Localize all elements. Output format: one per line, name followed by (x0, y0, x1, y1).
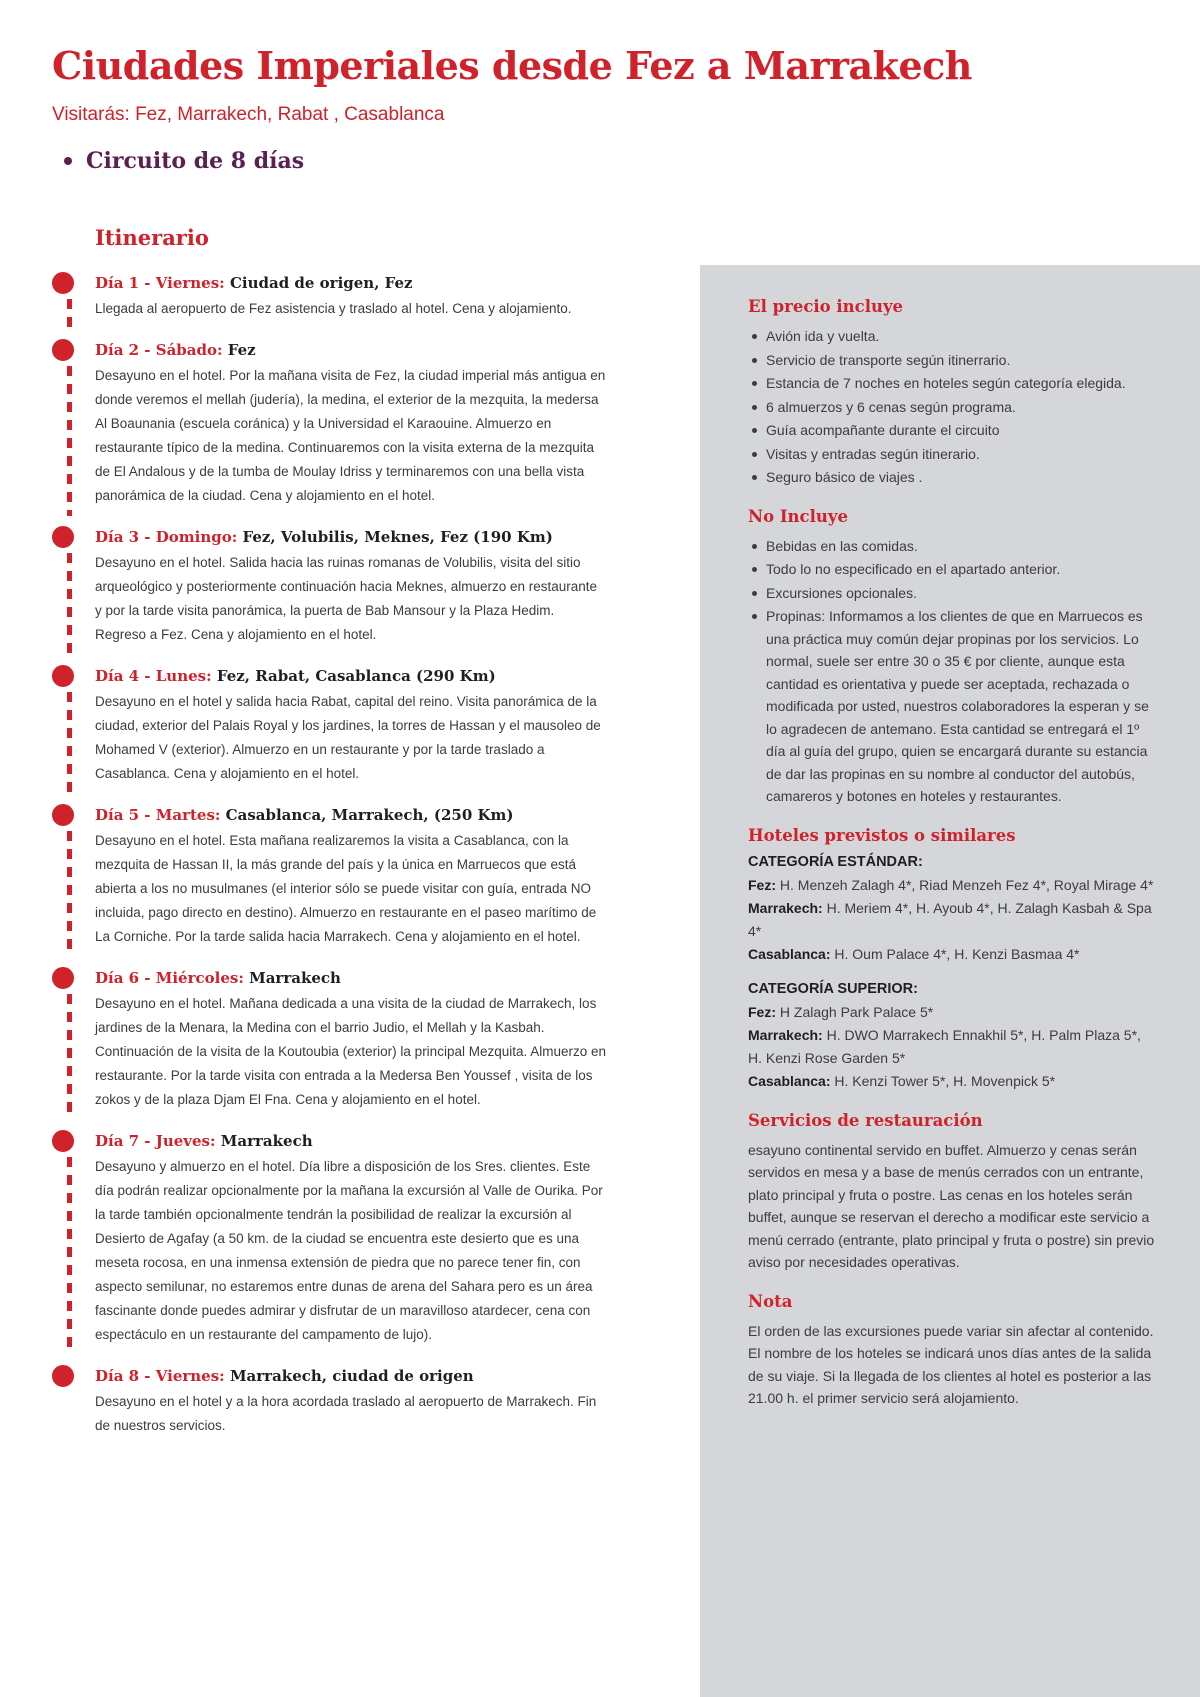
day-label: Día 4 - Lunes: (95, 667, 212, 685)
timeline-marker (52, 339, 95, 520)
hotel-city: Marrakech: (748, 899, 823, 916)
day-description: Desayuno en el hotel. Por la mañana visita de Fez, la ciudad imperial más antigua en donde veremos el mellah (judería), la medina, el exterior de la mezquita, la medersa Al Boaunania (escuela coránica) y la Universidad el Karaouine. Almuerzo en restaurante típico de la medina. Continuaremos con la visita externa de la mezquita de El Andalous y de la tumba de Moulay Idriss y terminaremos con una bella vista panorámica de la ciudad. Cena y alojamiento en el hotel. (95, 368, 606, 503)
day-description: Desayuno en el hotel. Salida hacia las ruinas romanas de Volubilis, visita del sitio arqueológico y posteriormente continuación hacia Meknes, almuerzo en restaurante y por la tarde visita panorámica, la puerta de Bab Mansour y la Plaza Hedim. Regreso a Fez. Cena y alojamiento en el hotel. (95, 555, 598, 642)
timeline-marker (52, 1130, 95, 1359)
day-label: Día 6 - Miércoles: (95, 969, 244, 987)
timeline-dash-line (67, 994, 72, 1120)
day-title: Marrakech (220, 1132, 313, 1150)
day-content (95, 665, 662, 798)
hotel-city: Casablanca: (748, 1072, 831, 1089)
day-description: Llegada al aeropuerto de Fez asistencia y traslado al hotel. Cena y alojamiento. (95, 301, 572, 316)
timeline-marker (52, 272, 95, 333)
hotel-names: H. Menzeh Zalagh 4*, Riad Menzeh Fez 4*, Royal Mirage 4* (779, 876, 1154, 893)
timeline-marker (52, 967, 95, 1124)
day-ring-icon (52, 339, 74, 361)
day-ring-icon (52, 967, 74, 989)
hotel-city: Fez: (748, 1003, 776, 1020)
day-description: Desayuno en el hotel y salida hacia Rabat, capital del reino. Visita panorámica de la ciudad, exterior del Palais Royal y los jardines, la torres de Hassan y el mausoleo de Mohamed V (exterior). Almuerzo en un restaurante y por la tarde traslado a Casablanca. Cena y alojamiento en el hotel. (95, 694, 601, 781)
day-content (95, 1365, 662, 1450)
day-ring-icon (52, 272, 74, 294)
hotel-city: Marrakech: (748, 1026, 823, 1043)
day-description: Desayuno en el hotel. Esta mañana realizaremos la visita a Casablanca, con la mezquita de Hassan II, la más grande del país y la única en Marruecos que está abierta a los no musulmanes (el interior sólo se puede visitar con guía, entrada NO incluida, pago directo en destino). Almuerzo en restaurante en el paseo marítimo de La Corniche. Por la tarde salida hacia Marrakech. Cena y alojamiento en el hotel. (95, 833, 597, 944)
category-standard-title: CATEGORÍA ESTÁNDAR: (748, 853, 923, 870)
itinerary-day-2 (52, 339, 662, 520)
list-item: Guía acompañante durante el circuito (748, 419, 1158, 442)
day-title: Fez, Rabat, Casablanca (290 Km) (216, 667, 496, 685)
list-item: Seguro básico de viajes . (748, 466, 1158, 489)
list-item: Visitas y entradas según itinerario. (748, 443, 1158, 466)
itinerary-day-1 (52, 272, 662, 333)
note-section (748, 1292, 1158, 1410)
day-label: Día 5 - Martes: (95, 806, 221, 824)
note-body: El orden de las excursiones puede variar sin afectar al contenido. El nombre de los hoteles se indicará unos días antes de la salida de su viaje. Si la llegada de los clientes al hotel es posterior a las 21.00 h. el primer servicio será alojamiento. (748, 1322, 1154, 1406)
day-heading (95, 665, 662, 687)
hotels-section (748, 826, 1158, 1093)
day-content (95, 1130, 662, 1359)
timeline-dash-line (67, 553, 72, 655)
note-heading: Nota (748, 1291, 793, 1311)
day-content (95, 967, 662, 1124)
itinerary-day-5 (52, 804, 662, 961)
duration-line (52, 148, 1148, 174)
day-label: Día 3 - Domingo: (95, 528, 238, 546)
day-description: Desayuno en el hotel y a la hora acordada traslado al aeropuerto de Marrakech. Fin de nuestros servicios. (95, 1394, 597, 1433)
day-ring-icon (52, 526, 74, 548)
hotel-city: Casablanca: (748, 945, 831, 962)
day-heading (95, 967, 662, 989)
not-included-section (748, 507, 1158, 808)
day-content (95, 272, 662, 333)
hotel-names: H. Oum Palace 4*, H. Kenzi Basmaa 4* (834, 945, 1080, 962)
hotel-line (748, 1070, 1158, 1093)
list-item: Avión ida y vuelta. (748, 325, 1158, 348)
day-title: Casablanca, Marrakech, (250 Km) (225, 806, 514, 824)
day-title: Ciudad de origen, Fez (229, 274, 413, 292)
day-label: Día 2 - Sábado: (95, 341, 223, 359)
hotel-names: H. DWO Marrakech Ennakhil 5*, H. Palm Plaza 5*, H. Kenzi Rose Garden 5* (748, 1026, 1141, 1066)
day-heading (95, 526, 662, 548)
day-label: Día 8 - Viernes: (95, 1367, 225, 1385)
duration-text: Circuito de 8 días (86, 147, 305, 174)
day-label: Día 1 - Viernes: (95, 274, 225, 292)
sidebar-panel (700, 265, 1200, 1697)
not-included-list (748, 535, 1158, 808)
list-item: Estancia de 7 noches en hoteles según categoría elegida. (748, 372, 1158, 395)
page-header (0, 0, 1200, 174)
timeline-dash-line (67, 831, 72, 957)
day-ring-icon (52, 1365, 74, 1387)
timeline-marker (52, 526, 95, 659)
day-ring-icon (52, 1130, 74, 1152)
list-item: Servicio de transporte según itinerrario. (748, 349, 1158, 372)
not-included-heading: No Incluye (748, 506, 848, 526)
page-title: Ciudades Imperiales desde Fez a Marrakech (52, 43, 972, 88)
hotel-names: H. Meriem 4*, H. Ayoub 4*, H. Zalagh Kasbah & Spa 4* (748, 899, 1152, 939)
list-item: Excursiones opcionales. (748, 582, 1158, 605)
day-title: Fez (227, 341, 256, 359)
sidebar-content (700, 265, 1200, 1468)
day-title: Marrakech, ciudad de origen (229, 1367, 474, 1385)
itinerary-day-4 (52, 665, 662, 798)
restoration-body: esayuno continental servido en buffet. Almuerzo y cenas serán servidos en mesa y a base de menús cerrados con un entrante, plato principal y fruta o postre. Las cenas en los hoteles serán buffet, aunque se reservan el derecho a modificar este servicio a menú cerrado (entrante, plato principal y fruta o postre) sin previo aviso por necesidades operativas. (748, 1141, 1155, 1270)
itinerary-day-8 (52, 1365, 662, 1450)
day-heading (95, 1130, 662, 1152)
category-superior-title: CATEGORÍA SUPERIOR: (748, 980, 918, 997)
timeline-marker (52, 665, 95, 798)
day-title: Fez, Volubilis, Meknes, Fez (190 Km) (242, 528, 553, 546)
price-includes-heading: El precio incluye (748, 297, 904, 316)
day-ring-icon (52, 804, 74, 826)
day-content (95, 804, 662, 961)
list-item: Propinas: Informamos a los clientes de que en Marruecos es una práctica muy común dejar propinas por los servicios. Lo normal, suele ser entre 30 o 35 € por cliente, aunque esta cantidad es orientativa y puede ser aceptada, rechazada o modificada por usted, nuestros colaboradores la esperan y se lo agradecen de antemano. Esta cantidad se entregará el 1º día al guía del grupo, quien se encargará durante su estancia de dar las propinas en su nombre al conductor del autobús, camareros y botones en hoteles y restaurantes. (748, 605, 1158, 808)
hotel-line (748, 874, 1158, 897)
timeline-marker (52, 1365, 95, 1450)
timeline-dash-line (67, 692, 72, 794)
hotel-line (748, 1001, 1158, 1024)
day-content (95, 339, 662, 520)
hotel-line (748, 897, 1158, 943)
list-item: Todo lo no especificado en el apartado anterior. (748, 558, 1158, 581)
day-content (95, 526, 662, 659)
price-includes-section (748, 297, 1158, 489)
bullet-dot-icon (64, 157, 72, 165)
day-description: Desayuno y almuerzo en el hotel. Día libre a disposición de los Sres. clientes. Este día podrán realizar opcionalmente por la mañana la excursión al Valle de Ourika. Por la tarde también opcionalmente tendrán la posibilidad de realizar la excursión al Desierto de Agafay (a 50 km. de la ciudad se encuentra este desierto que es una meseta rocosa, en una inmensa extensión de piedra que no parece tener fin, con aspecto semilunar, no estaremos entre dunas de arena del Sahara pero es un área fascinante donde puedes admirar y disfrutar de un maravilloso atardecer, cena con espectáculo en un restaurante del campamento de lujo). (95, 1159, 603, 1342)
day-heading (95, 1365, 662, 1387)
itinerary-day-3 (52, 526, 662, 659)
hotel-line (748, 1024, 1158, 1070)
timeline-dash-line (67, 366, 72, 516)
itinerary-heading: Itinerario (95, 225, 209, 250)
hotel-names: H. Kenzi Tower 5*, H. Movenpick 5* (834, 1072, 1056, 1089)
timeline-dash-line (67, 1157, 72, 1355)
list-item: Bebidas en las comidas. (748, 535, 1158, 558)
day-title: Marrakech (249, 969, 341, 987)
hotel-city: Fez: (748, 876, 776, 893)
page-subtitle: Visitarás: Fez, Marrakech, Rabat , Casablanca (52, 103, 445, 125)
price-includes-list (748, 325, 1158, 489)
hotels-heading: Hoteles previstos o similares (748, 825, 1016, 845)
list-item: 6 almuerzos y 6 cenas según programa. (748, 396, 1158, 419)
day-ring-icon (52, 665, 74, 687)
hotel-line (748, 943, 1158, 966)
restoration-heading: Servicios de restauración (748, 1110, 983, 1130)
day-label: Día 7 - Jueves: (95, 1132, 216, 1150)
day-heading (95, 804, 662, 826)
timeline-marker (52, 804, 95, 961)
itinerary-day-7 (52, 1130, 662, 1359)
itinerary-section (52, 225, 662, 1456)
restoration-section (748, 1111, 1158, 1274)
day-heading (95, 272, 662, 294)
itinerary-day-6 (52, 967, 662, 1124)
day-heading (95, 339, 662, 361)
timeline-dash-line (67, 299, 72, 329)
day-description: Desayuno en el hotel. Mañana dedicada a una visita de la ciudad de Marrakech, los jardines de la Menara, la Medina con el barrio Judio, el Mellah y la Kasbah. Continuación de la visita de la Koutoubia (exterior) la principal Mezquita. Almuerzo en restaurante. Por la tarde visita con entrada a la Medersa Ben Youssef , visita de los zokos y de la plaza Djam El Fna. Cena y alojamiento en el hotel. (95, 996, 607, 1107)
hotel-names: H Zalagh Park Palace 5* (779, 1003, 934, 1020)
